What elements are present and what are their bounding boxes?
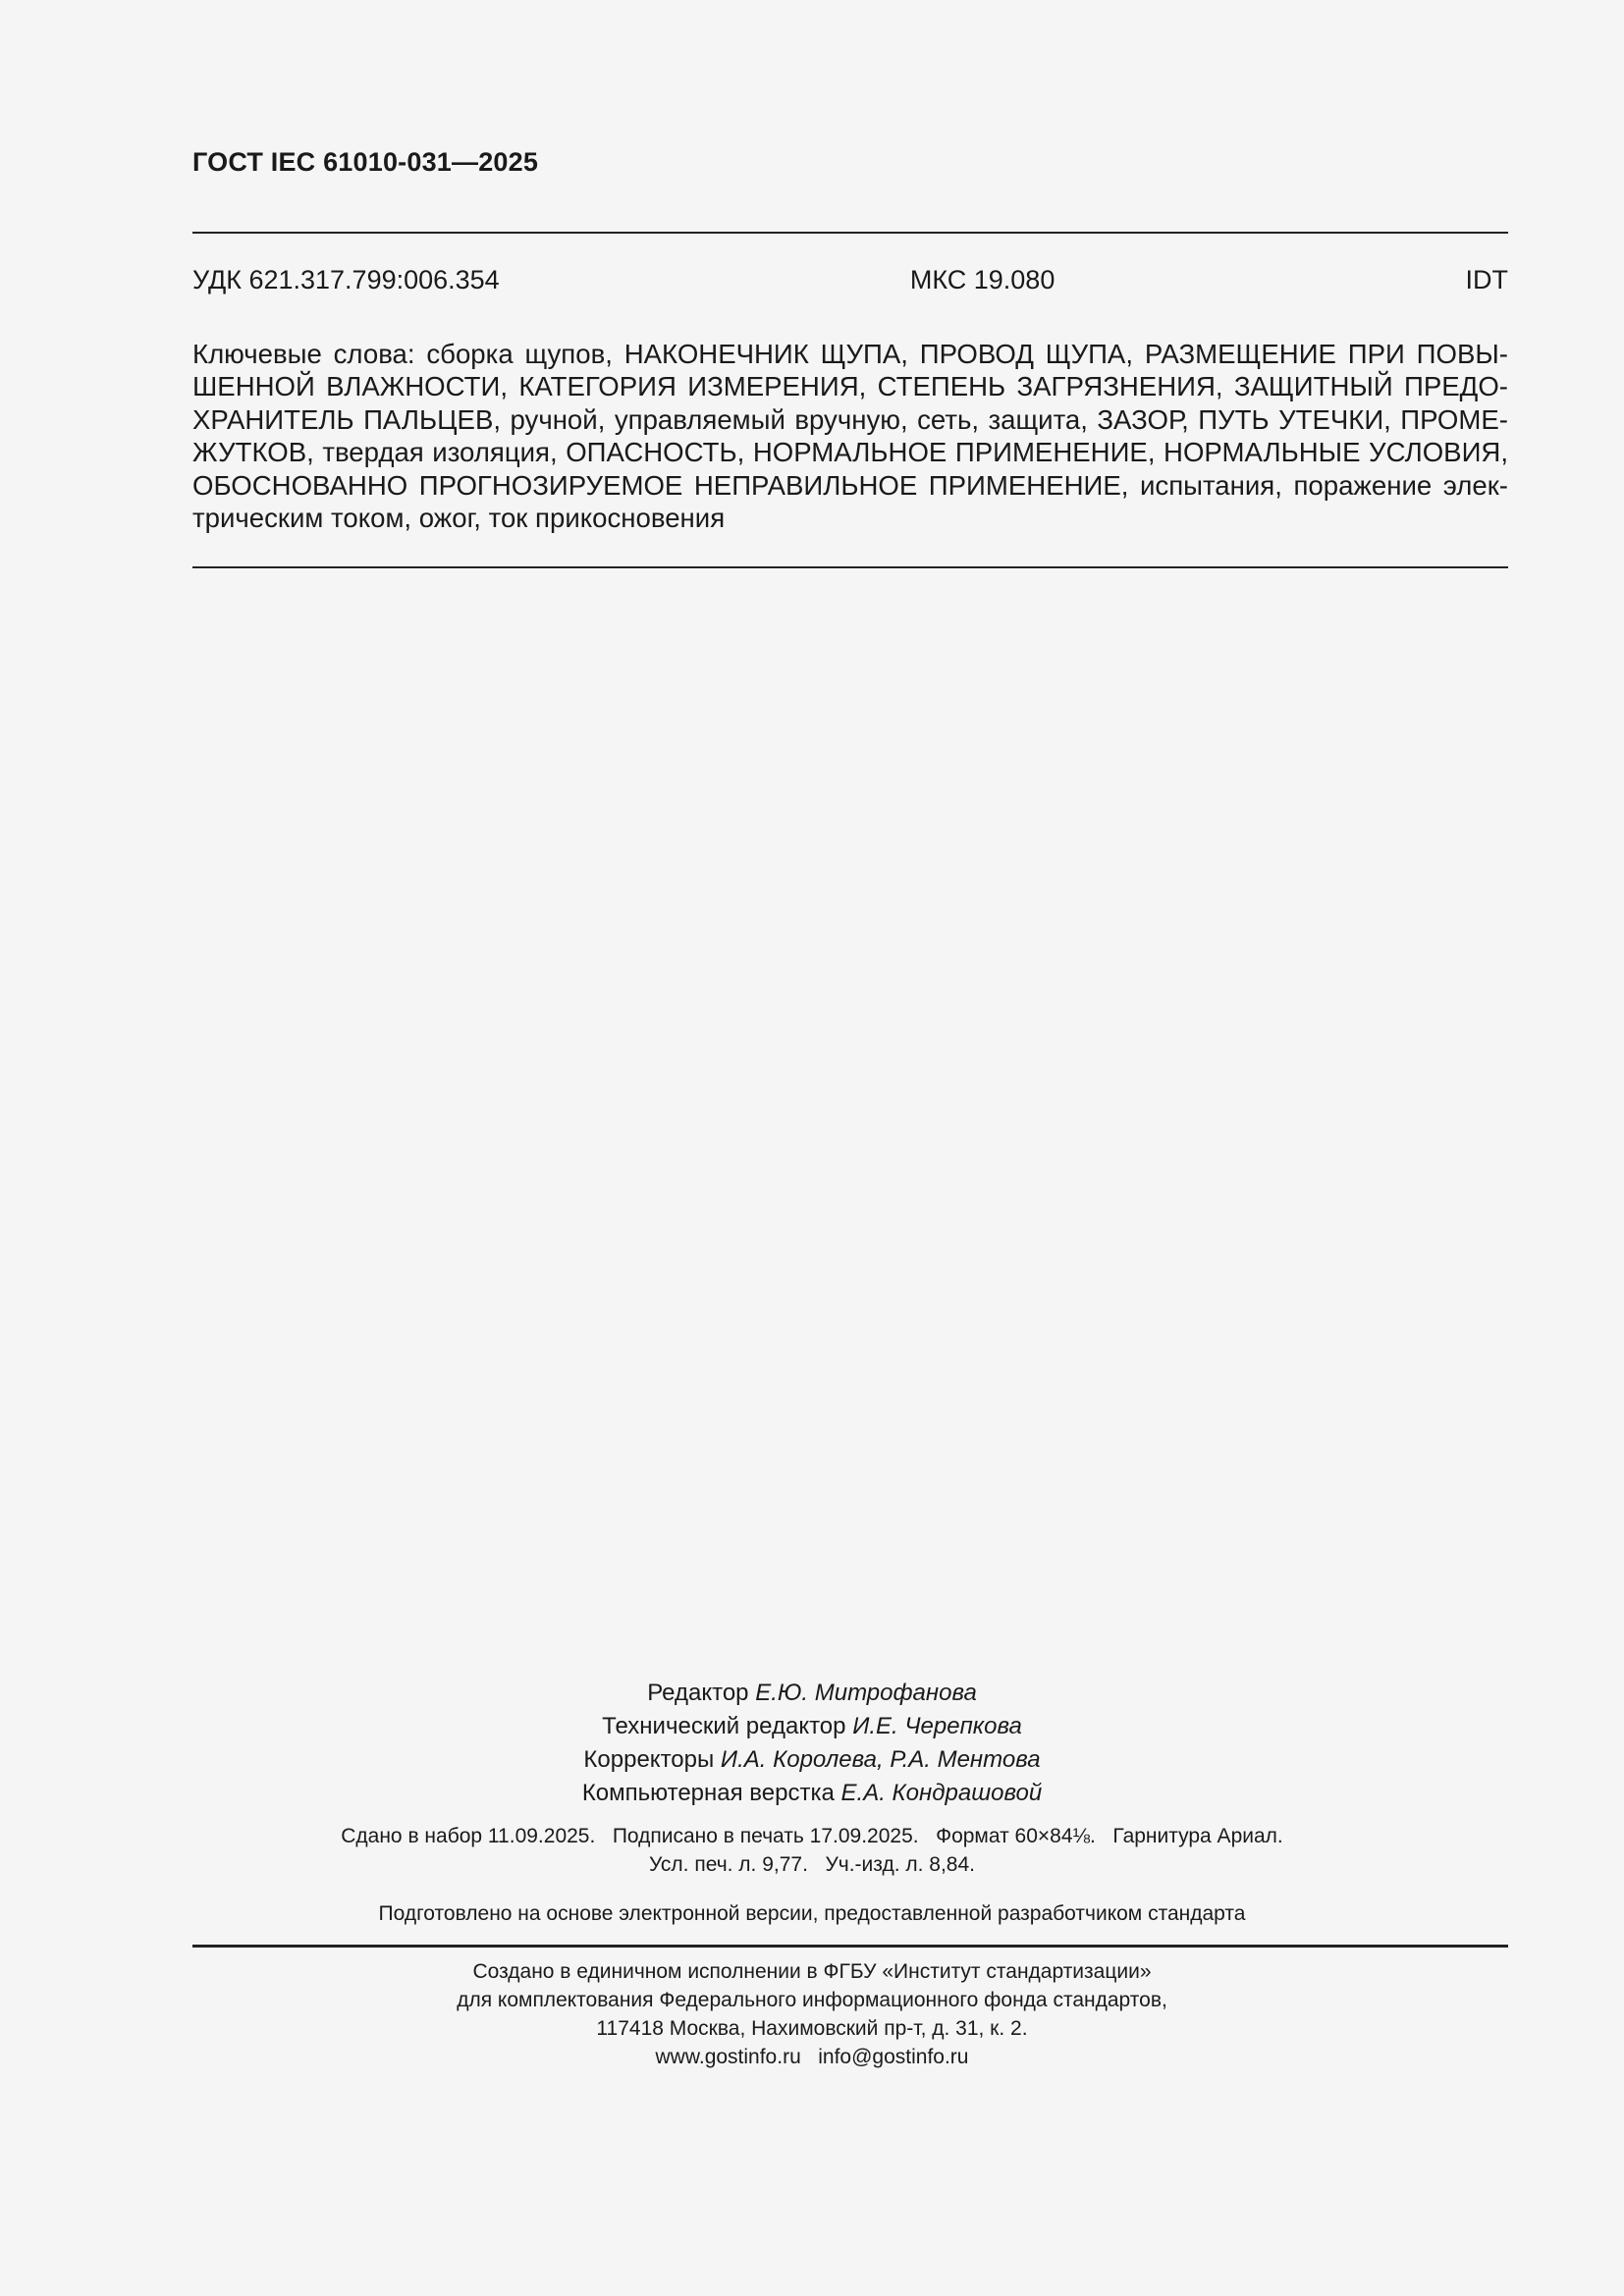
credit-role: Технический редактор	[602, 1713, 846, 1739]
publisher-line: Создано в единичном исполнении в ФГБУ «Институт стандартизации»	[472, 1960, 1152, 1983]
credit-proofreaders	[0, 1743, 1624, 1777]
credit-role: Компьютерная верстка	[581, 1780, 835, 1806]
credit-tech-editor	[0, 1710, 1624, 1743]
document-code: ГОСТ IEC 61010-031—2025	[192, 147, 539, 177]
credit-person: Е.А. Кондрашовой	[840, 1780, 1043, 1806]
print-info-line: Сдано в набор 11.09.2025. Подписано в печать 17.09.2025. Формат 60×84⅛. Гарнитура Ариал.	[341, 1825, 1283, 1847]
print-info-line: Усл. печ. л. 9,77. Уч.-изд. л. 8,84.	[648, 1853, 975, 1876]
udk-code: УДК 621.317.799:006.354	[192, 265, 500, 294]
credit-person: Е.Ю. Митрофанова	[755, 1680, 977, 1706]
publisher-divider	[192, 1945, 1508, 1948]
publisher-line: 117418 Москва, Нахимовский пр-т, д. 31, к. 2.	[596, 2017, 1028, 2040]
publisher-block	[0, 1957, 1624, 2071]
top-divider	[192, 232, 1508, 234]
credit-role: Редактор	[647, 1680, 749, 1706]
keywords-paragraph: Ключевые слова: сборка щупов, НАКОНЕЧНИК ЩУПА, ПРОВОД ЩУПА, РАЗМЕЩЕНИЕ ПРИ ПОВЫШЕННОЙ ВЛАЖНОСТИ, КАТЕГОРИЯ ИЗМЕРЕНИЯ, СТЕПЕНЬ ЗАГРЯЗНЕНИЯ, ЗАЩИТНЫЙ ПРЕДОХРАНИТЕЛЬ ПАЛЬЦЕВ, ручной, управляемый вручную, сеть, защита, ЗАЗОР, ПУТЬ УТЕЧКИ, ПРОМЕЖУТКОВ, твердая изоляция, ОПАСНОСТЬ, НОРМАЛЬНОЕ ПРИМЕНЕНИЕ, НОРМАЛЬНЫЕ УСЛОВИЯ, ОБОСНОВАННО ПРОГНОЗИРУЕМОЕ НЕПРАВИЛЬНОЕ ПРИМЕНЕНИЕ, испытания, поражение электрическим током, ожог, ток прикосновения	[192, 339, 1508, 534]
credit-person: И.Е. Черепкова	[852, 1713, 1022, 1739]
publisher-line: для комплектования Федерального информационного фонда стандартов,	[457, 1989, 1167, 2011]
credit-person: И.А. Королева, Р.А. Ментова	[720, 1746, 1041, 1773]
mks-code: МКС 19.080	[909, 265, 1056, 294]
print-info-block	[0, 1822, 1624, 1879]
credit-layout	[0, 1777, 1624, 1810]
credits-block	[0, 1677, 1624, 1810]
keywords-divider	[192, 566, 1508, 568]
prepared-note: Подготовлено на основе электронной версии, предоставленной разработчиком стандарта	[378, 1902, 1246, 1925]
publisher-contacts: www.gostinfo.ru info@gostinfo.ru	[655, 2046, 969, 2068]
credit-role: Корректоры	[583, 1746, 715, 1773]
classification-row	[192, 265, 1508, 295]
idt-label: IDT	[1465, 265, 1508, 294]
credit-editor	[0, 1677, 1624, 1710]
